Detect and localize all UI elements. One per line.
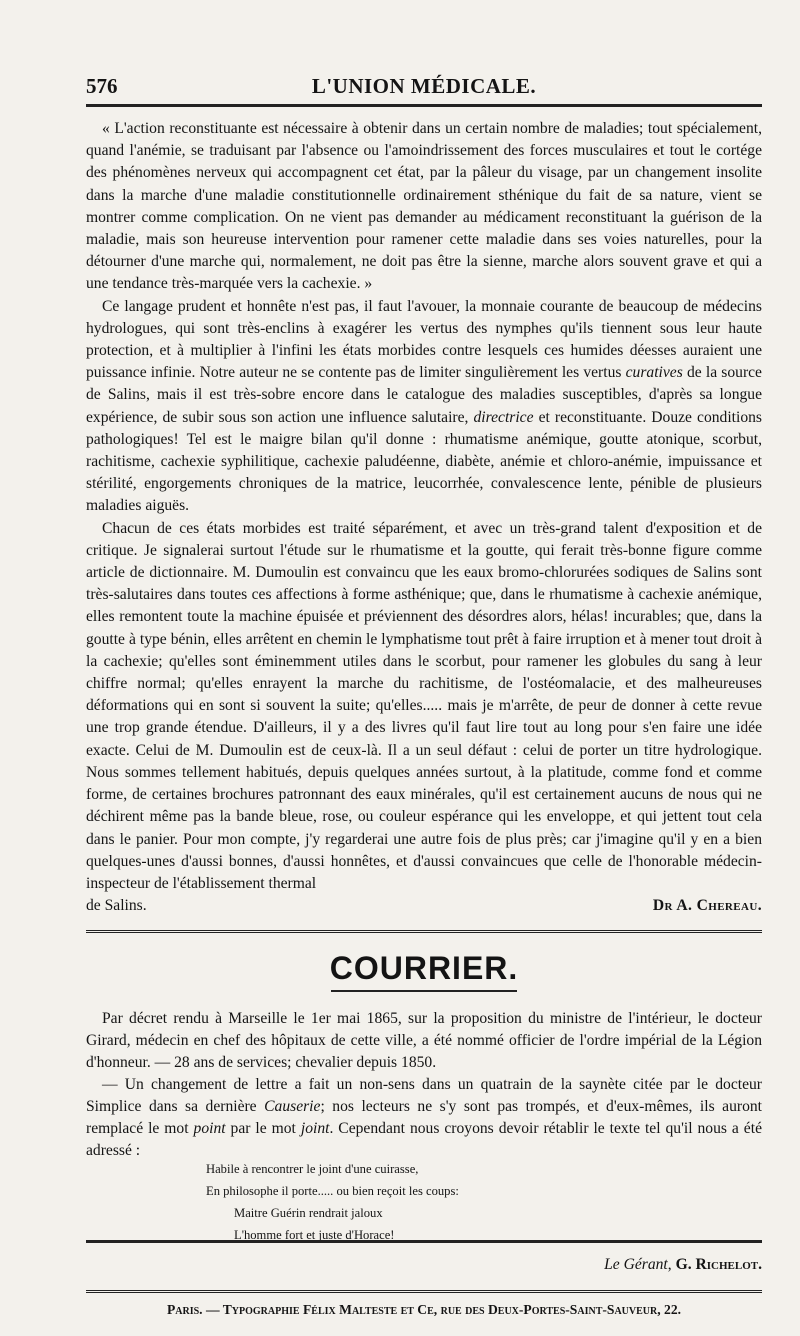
section-title: COURRIER. [329, 950, 519, 986]
verse-line: L'homme fort et juste d'Horace! [234, 1228, 395, 1242]
text-run: de la source de Salins, mais il est très-sobre encore dans le catalogue des maladies susceptibles, d'après sa longue expérience, de subir sous son action une influence salutaire, [86, 364, 762, 426]
verse-line: Habile à rencontrer le joint d'une cuirasse, [206, 1162, 419, 1176]
gerant-name: G. Richelot. [675, 1256, 762, 1273]
header-rule [86, 104, 762, 107]
text-run: et reconstituante. Douze conditions pathologiques! Tel est le maigre bilan qu'il donne : rhumatisme anémique, goutte atonique, scorbut, rachitisme, cachexie syphilitique, cachexie paludéenne, diabète, anémie et chloro-anémie, impuissance et stérilité, engorgements chroniques de la matrice, leucorrhée, convalescence lente, pénible de plusieurs maladies aiguës. [86, 408, 762, 515]
text-run: par le mot [225, 1120, 301, 1137]
footer-rule [86, 1240, 762, 1243]
gerant-label: Le Gérant [604, 1256, 668, 1273]
quatrain [206, 1158, 626, 1246]
quote-paragraph: « L'action reconstituante est nécessaire à obtenir dans un certain nombre de maladies; tout spécialement, quand l'anémie, se traduisant par l'absence ou l'amoindrissement des forces musculaires et tout le cortége des phénomènes nerveux qui accompagnent cet état, par la pâleur du visage, par un changement insolite dans la marche d'une maladie constitutionnelle ordinairement sthénique du fait de sa nature, vient se montrer comme complication. On ne vient pas demander au médicament reconstituant la guérison de la maladie, mais son heureuse intervention pour ramener cette maladie dans ses voies naturelles, pour la détourner d'une marche qui, normalement, ne doit pas être la sienne, marche alors souvent grave et qui a une tendance très-marquée vers la cachexie. » [86, 120, 762, 293]
news-paragraph: Par décret rendu à Marseille le 1er mai 1865, sur la proposition du ministre de l'intérieur, le docteur Girard, médecin en chef des hôpitaux de cette ville, a été nommé officier de l'ordre impérial de la Légion d'honneur. — 28 ans de services; chevalier depuis 1850. [86, 1010, 762, 1071]
article-paragraph [86, 296, 762, 518]
imprint-rule [86, 1290, 762, 1296]
gerant-line: Le Gérant, G. Richelot. [604, 1256, 762, 1273]
courrier-body [86, 1008, 762, 1162]
verse-line: En philosophe il porte..... ou bien reçoit les coups: [206, 1184, 459, 1198]
printer-imprint: Paris. — Typographie Félix Malteste et Ce, rue des Deux-Portes-Saint-Sauveur, 22. [166, 1302, 682, 1317]
article-paragraph: Chacun de ces états morbides est traité séparément, et avec un très-grand talent d'exposition et de critique. Je signalerai surtout l'étude sur le rhumatisme et la goutte, qui ferait très-bonne figure comme article de dictionnaire. M. Dumoulin est convaincu que les eaux bromo-chlorurées sodiques de Salins sont très-salutaires dans toutes ces affections à forme asthénique; que, dans le rhumatisme à cachexie anémique, elles remontent toute la machine épuisée et préviennent des désordres alors, hélas! incurables; que, dans la goutte à type bénin, elles arrêtent en chemin le lymphatisme tout prêt à faire irruption et à mener tout droit à la cachexie; qu'elles sont éminemment utiles dans le scorbut, pour ramener les globules du sang à leur chiffre normal; qu'elles enrayent la marche du rachitisme, de l'ostéomalacie, et des malheureuses déformations qui en sont si souvent la suite; qu'elles..... mais je m'arrête, de peur de donner à cette revue une trop grande étendue. D'ailleurs, il y a des livres qu'il faut lire tout au long pour s'en faire une idée exacte. Celui de M. Dumoulin est de ceux-là. Il a un seul défaut : celui de porter un titre hydrologique. Nous sommes tellement habitués, depuis quelques années surtout, à la platitude, comme fond et comme forme, de certaines brochures patronnant des eaux minérales, qu'il est certainement aucuns de nous qui ne déchirent même pas la bande bleue, rose, ou couleur espérance qui les enveloppe, et qui jettent tout cela dans le panier. Pour mon compte, j'y regarderai une autre fois de plus près; car j'imagine qu'il y en a bien quelques-unes d'aussi bonnes, d'aussi honnêtes, et d'aussi convaincues que celle de l'honorable médecin-inspecteur de l'établissement thermal [86, 519, 762, 892]
news-paragraph [86, 1074, 762, 1162]
text-run: — Un changement de lettre a fait un non-sens dans un quatrain de la saynète citée par le docteur Simplice dans sa dernière [86, 1076, 762, 1115]
verse-line: Maitre Guérin rendrait jaloux [234, 1206, 383, 1220]
italic-run: curatives [625, 364, 683, 382]
closing-text: de Salins. [86, 897, 147, 915]
section-divider [86, 930, 762, 936]
author-signature: Dr A. Chereau. [652, 897, 762, 915]
journal-title: L'UNION MÉDICALE. [311, 74, 537, 98]
italic-run: directrice [473, 408, 534, 426]
text-run: Ce langage prudent et honnête n'est pas, il faut l'avouer, la monnaie courante de beaucoup de médecins hydrologues, qui sont très-enclins à exagérer les vertus des nymphes qu'ils tiennent sous leur haute protection, et à multiplier à l'infini les états morbides contre lesquels ces humides déesses auraient une puissance infinie. Notre auteur ne se contente pas de limiter singulièrement les vertus [86, 297, 762, 382]
italic-run: Causerie [264, 1098, 321, 1115]
text-run: ; nos lecteurs ne s'y sont pas trompés, et d'eux-mêmes, ils auront remplacé le mot [86, 1098, 762, 1137]
page-number: 576 [86, 74, 118, 98]
italic-run: point [193, 1120, 226, 1137]
title-underline [331, 990, 517, 992]
text-run: . Cependant nous croyons devoir rétablir le texte tel qu'il nous a été adressé : [86, 1120, 762, 1159]
article-body [86, 118, 762, 917]
running-head [86, 74, 762, 100]
italic-run: joint [300, 1120, 330, 1137]
signature-line [86, 895, 762, 917]
